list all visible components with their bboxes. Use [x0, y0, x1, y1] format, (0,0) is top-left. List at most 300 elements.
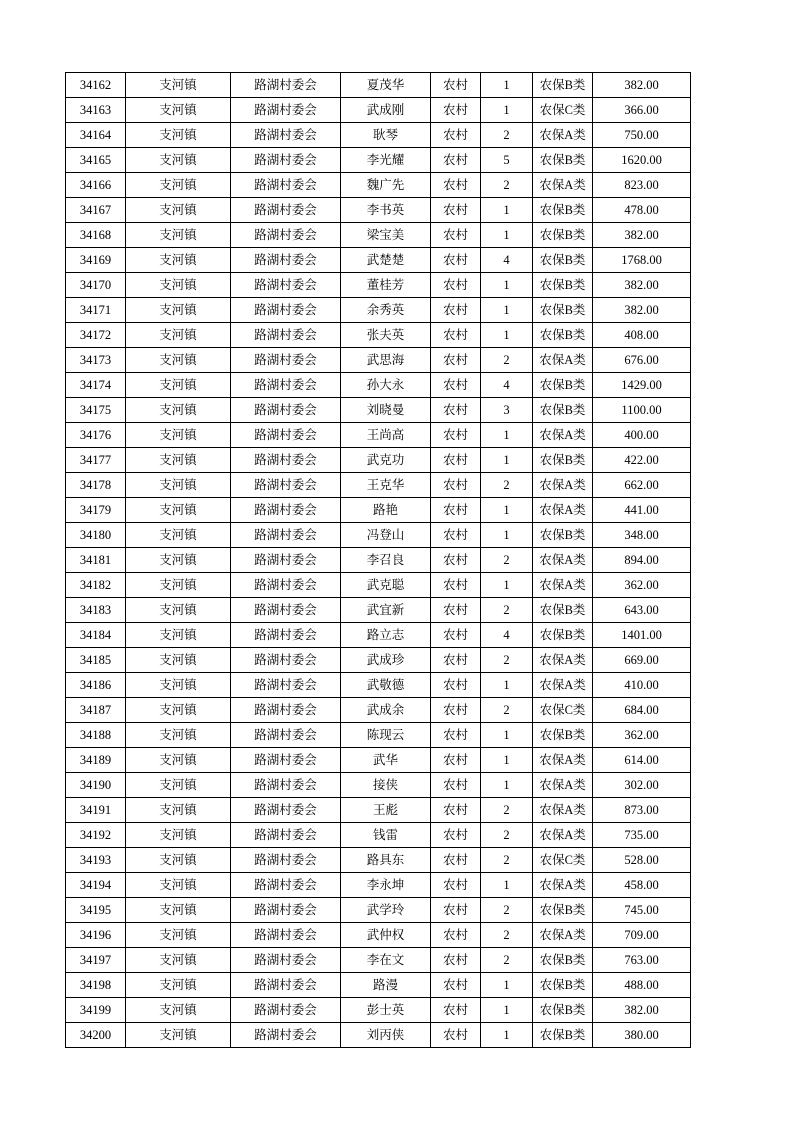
cell-village: 路湖村委会 — [231, 73, 341, 98]
cell-category: 农保A类 — [533, 748, 593, 773]
cell-type: 农村 — [431, 248, 481, 273]
cell-count: 2 — [481, 548, 533, 573]
table-row — [66, 1023, 691, 1048]
cell-id: 34170 — [66, 273, 126, 298]
cell-category: 农保A类 — [533, 823, 593, 848]
cell-id: 34163 — [66, 98, 126, 123]
cell-name: 接侠 — [341, 773, 431, 798]
cell-name: 孙大永 — [341, 373, 431, 398]
cell-village: 路湖村委会 — [231, 273, 341, 298]
cell-town: 支河镇 — [126, 623, 231, 648]
cell-category: 农保B类 — [533, 148, 593, 173]
cell-town: 支河镇 — [126, 373, 231, 398]
cell-town: 支河镇 — [126, 998, 231, 1023]
cell-category: 农保B类 — [533, 723, 593, 748]
cell-amount: 408.00 — [593, 323, 691, 348]
cell-type: 农村 — [431, 823, 481, 848]
cell-town: 支河镇 — [126, 1023, 231, 1048]
cell-id: 34188 — [66, 723, 126, 748]
cell-id: 34166 — [66, 173, 126, 198]
table-row — [66, 723, 691, 748]
cell-name: 李永坤 — [341, 873, 431, 898]
table-row — [66, 798, 691, 823]
cell-id: 34197 — [66, 948, 126, 973]
cell-amount: 380.00 — [593, 1023, 691, 1048]
cell-category: 农保B类 — [533, 898, 593, 923]
cell-count: 1 — [481, 198, 533, 223]
cell-type: 农村 — [431, 673, 481, 698]
cell-village: 路湖村委会 — [231, 723, 341, 748]
cell-name: 武成刚 — [341, 98, 431, 123]
cell-name: 武成余 — [341, 698, 431, 723]
cell-name: 路漫 — [341, 973, 431, 998]
cell-name: 彭士英 — [341, 998, 431, 1023]
cell-count: 1 — [481, 723, 533, 748]
table-row — [66, 223, 691, 248]
table-row — [66, 398, 691, 423]
cell-type: 农村 — [431, 273, 481, 298]
cell-amount: 302.00 — [593, 773, 691, 798]
cell-count: 2 — [481, 473, 533, 498]
cell-name: 武思海 — [341, 348, 431, 373]
cell-id: 34196 — [66, 923, 126, 948]
cell-id: 34183 — [66, 598, 126, 623]
cell-type: 农村 — [431, 1023, 481, 1048]
cell-category: 农保B类 — [533, 398, 593, 423]
cell-category: 农保A类 — [533, 548, 593, 573]
cell-name: 余秀英 — [341, 298, 431, 323]
cell-category: 农保A类 — [533, 123, 593, 148]
cell-type: 农村 — [431, 873, 481, 898]
cell-type: 农村 — [431, 73, 481, 98]
cell-count: 2 — [481, 698, 533, 723]
cell-count: 1 — [481, 973, 533, 998]
cell-amount: 745.00 — [593, 898, 691, 923]
cell-category: 农保A类 — [533, 673, 593, 698]
cell-name: 李召良 — [341, 548, 431, 573]
cell-village: 路湖村委会 — [231, 498, 341, 523]
cell-category: 农保B类 — [533, 373, 593, 398]
cell-town: 支河镇 — [126, 173, 231, 198]
cell-village: 路湖村委会 — [231, 548, 341, 573]
cell-town: 支河镇 — [126, 573, 231, 598]
cell-type: 农村 — [431, 98, 481, 123]
cell-id: 34179 — [66, 498, 126, 523]
cell-village: 路湖村委会 — [231, 523, 341, 548]
cell-id: 34200 — [66, 1023, 126, 1048]
cell-amount: 478.00 — [593, 198, 691, 223]
cell-category: 农保B类 — [533, 623, 593, 648]
cell-name: 武敬德 — [341, 673, 431, 698]
cell-name: 耿琴 — [341, 123, 431, 148]
cell-category: 农保B类 — [533, 998, 593, 1023]
table-row — [66, 573, 691, 598]
cell-category: 农保A类 — [533, 173, 593, 198]
cell-id: 34169 — [66, 248, 126, 273]
cell-town: 支河镇 — [126, 223, 231, 248]
cell-amount: 382.00 — [593, 298, 691, 323]
table-row — [66, 698, 691, 723]
cell-amount: 362.00 — [593, 573, 691, 598]
cell-town: 支河镇 — [126, 698, 231, 723]
cell-id: 34187 — [66, 698, 126, 723]
cell-count: 4 — [481, 623, 533, 648]
cell-type: 农村 — [431, 523, 481, 548]
cell-village: 路湖村委会 — [231, 373, 341, 398]
cell-amount: 441.00 — [593, 498, 691, 523]
cell-type: 农村 — [431, 398, 481, 423]
cell-amount: 488.00 — [593, 973, 691, 998]
cell-count: 2 — [481, 648, 533, 673]
cell-count: 1 — [481, 673, 533, 698]
table-row — [66, 748, 691, 773]
cell-type: 农村 — [431, 623, 481, 648]
cell-count: 1 — [481, 323, 533, 348]
cell-category: 农保B类 — [533, 73, 593, 98]
cell-village: 路湖村委会 — [231, 198, 341, 223]
cell-amount: 662.00 — [593, 473, 691, 498]
cell-amount: 528.00 — [593, 848, 691, 873]
cell-type: 农村 — [431, 173, 481, 198]
cell-name: 王克华 — [341, 473, 431, 498]
cell-town: 支河镇 — [126, 248, 231, 273]
cell-town: 支河镇 — [126, 673, 231, 698]
cell-category: 农保B类 — [533, 223, 593, 248]
table-row — [66, 823, 691, 848]
cell-town: 支河镇 — [126, 898, 231, 923]
cell-amount: 422.00 — [593, 448, 691, 473]
cell-id: 34185 — [66, 648, 126, 673]
cell-village: 路湖村委会 — [231, 648, 341, 673]
cell-count: 2 — [481, 823, 533, 848]
table-row — [66, 548, 691, 573]
cell-village: 路湖村委会 — [231, 898, 341, 923]
cell-amount: 1100.00 — [593, 398, 691, 423]
cell-town: 支河镇 — [126, 273, 231, 298]
cell-id: 34164 — [66, 123, 126, 148]
cell-id: 34175 — [66, 398, 126, 423]
cell-type: 农村 — [431, 123, 481, 148]
cell-count: 2 — [481, 848, 533, 873]
cell-village: 路湖村委会 — [231, 598, 341, 623]
cell-count: 2 — [481, 923, 533, 948]
table-row — [66, 998, 691, 1023]
cell-id: 34190 — [66, 773, 126, 798]
cell-amount: 823.00 — [593, 173, 691, 198]
cell-village: 路湖村委会 — [231, 773, 341, 798]
cell-amount: 750.00 — [593, 123, 691, 148]
cell-town: 支河镇 — [126, 523, 231, 548]
cell-category: 农保A类 — [533, 573, 593, 598]
cell-id: 34198 — [66, 973, 126, 998]
cell-id: 34168 — [66, 223, 126, 248]
table-row — [66, 673, 691, 698]
cell-amount: 735.00 — [593, 823, 691, 848]
cell-count: 1 — [481, 273, 533, 298]
cell-count: 1 — [481, 523, 533, 548]
cell-id: 34195 — [66, 898, 126, 923]
cell-count: 2 — [481, 123, 533, 148]
cell-category: 农保A类 — [533, 348, 593, 373]
table-row — [66, 973, 691, 998]
table-row — [66, 73, 691, 98]
cell-count: 1 — [481, 223, 533, 248]
cell-id: 34192 — [66, 823, 126, 848]
cell-type: 农村 — [431, 973, 481, 998]
cell-amount: 763.00 — [593, 948, 691, 973]
cell-town: 支河镇 — [126, 773, 231, 798]
cell-id: 34189 — [66, 748, 126, 773]
cell-town: 支河镇 — [126, 348, 231, 373]
cell-id: 34186 — [66, 673, 126, 698]
cell-count: 1 — [481, 498, 533, 523]
cell-count: 2 — [481, 598, 533, 623]
cell-type: 农村 — [431, 148, 481, 173]
cell-name: 路具东 — [341, 848, 431, 873]
table-row — [66, 623, 691, 648]
cell-amount: 894.00 — [593, 548, 691, 573]
cell-village: 路湖村委会 — [231, 173, 341, 198]
cell-amount: 410.00 — [593, 673, 691, 698]
cell-category: 农保A类 — [533, 798, 593, 823]
cell-category: 农保B类 — [533, 973, 593, 998]
cell-town: 支河镇 — [126, 873, 231, 898]
cell-category: 农保B类 — [533, 948, 593, 973]
cell-category: 农保B类 — [533, 598, 593, 623]
cell-town: 支河镇 — [126, 123, 231, 148]
cell-category: 农保B类 — [533, 298, 593, 323]
table-row — [66, 248, 691, 273]
cell-name: 李光耀 — [341, 148, 431, 173]
cell-type: 农村 — [431, 598, 481, 623]
cell-type: 农村 — [431, 473, 481, 498]
table-row — [66, 273, 691, 298]
cell-category: 农保C类 — [533, 698, 593, 723]
cell-name: 梁宝美 — [341, 223, 431, 248]
cell-count: 1 — [481, 773, 533, 798]
table-row — [66, 298, 691, 323]
cell-name: 冯登山 — [341, 523, 431, 548]
cell-name: 武华 — [341, 748, 431, 773]
table-row — [66, 373, 691, 398]
cell-name: 武学玲 — [341, 898, 431, 923]
cell-id: 34167 — [66, 198, 126, 223]
cell-town: 支河镇 — [126, 298, 231, 323]
cell-name: 张夫英 — [341, 323, 431, 348]
cell-count: 5 — [481, 148, 533, 173]
cell-village: 路湖村委会 — [231, 573, 341, 598]
cell-amount: 643.00 — [593, 598, 691, 623]
cell-type: 农村 — [431, 648, 481, 673]
cell-name: 王尚高 — [341, 423, 431, 448]
cell-type: 农村 — [431, 298, 481, 323]
cell-amount: 362.00 — [593, 723, 691, 748]
cell-category: 农保B类 — [533, 198, 593, 223]
cell-type: 农村 — [431, 948, 481, 973]
table-row — [66, 873, 691, 898]
cell-count: 1 — [481, 573, 533, 598]
cell-count: 2 — [481, 898, 533, 923]
cell-name: 董桂芳 — [341, 273, 431, 298]
table-row — [66, 648, 691, 673]
cell-town: 支河镇 — [126, 973, 231, 998]
cell-count: 1 — [481, 748, 533, 773]
cell-type: 农村 — [431, 923, 481, 948]
table-row — [66, 123, 691, 148]
cell-town: 支河镇 — [126, 98, 231, 123]
cell-id: 34165 — [66, 148, 126, 173]
cell-name: 武宜新 — [341, 598, 431, 623]
cell-village: 路湖村委会 — [231, 298, 341, 323]
cell-name: 刘丙侠 — [341, 1023, 431, 1048]
cell-town: 支河镇 — [126, 798, 231, 823]
table-row — [66, 848, 691, 873]
table-row — [66, 898, 691, 923]
table-row — [66, 423, 691, 448]
cell-town: 支河镇 — [126, 73, 231, 98]
cell-village: 路湖村委会 — [231, 123, 341, 148]
cell-town: 支河镇 — [126, 323, 231, 348]
table-row — [66, 948, 691, 973]
table-row — [66, 773, 691, 798]
cell-category: 农保A类 — [533, 498, 593, 523]
cell-village: 路湖村委会 — [231, 973, 341, 998]
cell-id: 34184 — [66, 623, 126, 648]
cell-name: 武仲权 — [341, 923, 431, 948]
cell-village: 路湖村委会 — [231, 148, 341, 173]
cell-name: 路立志 — [341, 623, 431, 648]
cell-amount: 348.00 — [593, 523, 691, 548]
cell-village: 路湖村委会 — [231, 698, 341, 723]
cell-village: 路湖村委会 — [231, 873, 341, 898]
table-row — [66, 323, 691, 348]
cell-name: 王彪 — [341, 798, 431, 823]
cell-name: 李在文 — [341, 948, 431, 973]
cell-id: 34191 — [66, 798, 126, 823]
table-row — [66, 598, 691, 623]
cell-type: 农村 — [431, 323, 481, 348]
cell-id: 34172 — [66, 323, 126, 348]
cell-village: 路湖村委会 — [231, 623, 341, 648]
cell-amount: 1620.00 — [593, 148, 691, 173]
cell-category: 农保B类 — [533, 523, 593, 548]
cell-count: 2 — [481, 348, 533, 373]
cell-name: 武克功 — [341, 448, 431, 473]
cell-count: 1 — [481, 1023, 533, 1048]
subsidy-table — [65, 72, 691, 1048]
cell-type: 农村 — [431, 698, 481, 723]
table-row — [66, 148, 691, 173]
cell-type: 农村 — [431, 223, 481, 248]
cell-category: 农保A类 — [533, 473, 593, 498]
cell-id: 34181 — [66, 548, 126, 573]
cell-town: 支河镇 — [126, 148, 231, 173]
cell-amount: 873.00 — [593, 798, 691, 823]
cell-name: 路艳 — [341, 498, 431, 523]
cell-village: 路湖村委会 — [231, 423, 341, 448]
cell-village: 路湖村委会 — [231, 798, 341, 823]
cell-id: 34199 — [66, 998, 126, 1023]
cell-type: 农村 — [431, 998, 481, 1023]
cell-amount: 1429.00 — [593, 373, 691, 398]
cell-type: 农村 — [431, 548, 481, 573]
cell-type: 农村 — [431, 498, 481, 523]
cell-name: 钱雷 — [341, 823, 431, 848]
cell-town: 支河镇 — [126, 848, 231, 873]
cell-category: 农保A类 — [533, 923, 593, 948]
cell-village: 路湖村委会 — [231, 323, 341, 348]
cell-amount: 614.00 — [593, 748, 691, 773]
cell-id: 34194 — [66, 873, 126, 898]
table-row — [66, 173, 691, 198]
cell-amount: 366.00 — [593, 98, 691, 123]
cell-amount: 669.00 — [593, 648, 691, 673]
cell-id: 34171 — [66, 298, 126, 323]
cell-town: 支河镇 — [126, 198, 231, 223]
cell-amount: 458.00 — [593, 873, 691, 898]
cell-town: 支河镇 — [126, 723, 231, 748]
cell-town: 支河镇 — [126, 548, 231, 573]
cell-town: 支河镇 — [126, 748, 231, 773]
cell-amount: 400.00 — [593, 423, 691, 448]
cell-type: 农村 — [431, 423, 481, 448]
cell-count: 1 — [481, 73, 533, 98]
cell-type: 农村 — [431, 348, 481, 373]
cell-category: 农保B类 — [533, 323, 593, 348]
cell-category: 农保C类 — [533, 98, 593, 123]
cell-village: 路湖村委会 — [231, 948, 341, 973]
cell-category: 农保A类 — [533, 423, 593, 448]
cell-count: 1 — [481, 423, 533, 448]
table-row — [66, 473, 691, 498]
cell-count: 2 — [481, 948, 533, 973]
cell-name: 陈现云 — [341, 723, 431, 748]
cell-id: 34180 — [66, 523, 126, 548]
cell-town: 支河镇 — [126, 823, 231, 848]
cell-village: 路湖村委会 — [231, 1023, 341, 1048]
cell-town: 支河镇 — [126, 398, 231, 423]
cell-category: 农保A类 — [533, 773, 593, 798]
cell-amount: 1768.00 — [593, 248, 691, 273]
cell-type: 农村 — [431, 723, 481, 748]
cell-name: 魏广先 — [341, 173, 431, 198]
cell-amount: 382.00 — [593, 223, 691, 248]
cell-type: 农村 — [431, 198, 481, 223]
table-row — [66, 498, 691, 523]
cell-type: 农村 — [431, 573, 481, 598]
cell-town: 支河镇 — [126, 448, 231, 473]
cell-village: 路湖村委会 — [231, 348, 341, 373]
cell-count: 2 — [481, 798, 533, 823]
cell-amount: 709.00 — [593, 923, 691, 948]
cell-name: 武克聪 — [341, 573, 431, 598]
cell-village: 路湖村委会 — [231, 823, 341, 848]
cell-amount: 382.00 — [593, 73, 691, 98]
cell-amount: 684.00 — [593, 698, 691, 723]
cell-town: 支河镇 — [126, 423, 231, 448]
cell-id: 34177 — [66, 448, 126, 473]
cell-category: 农保B类 — [533, 273, 593, 298]
cell-type: 农村 — [431, 798, 481, 823]
cell-type: 农村 — [431, 373, 481, 398]
cell-name: 夏茂华 — [341, 73, 431, 98]
cell-village: 路湖村委会 — [231, 748, 341, 773]
cell-town: 支河镇 — [126, 598, 231, 623]
cell-category: 农保C类 — [533, 848, 593, 873]
cell-name: 李书英 — [341, 198, 431, 223]
cell-village: 路湖村委会 — [231, 248, 341, 273]
table-row — [66, 98, 691, 123]
